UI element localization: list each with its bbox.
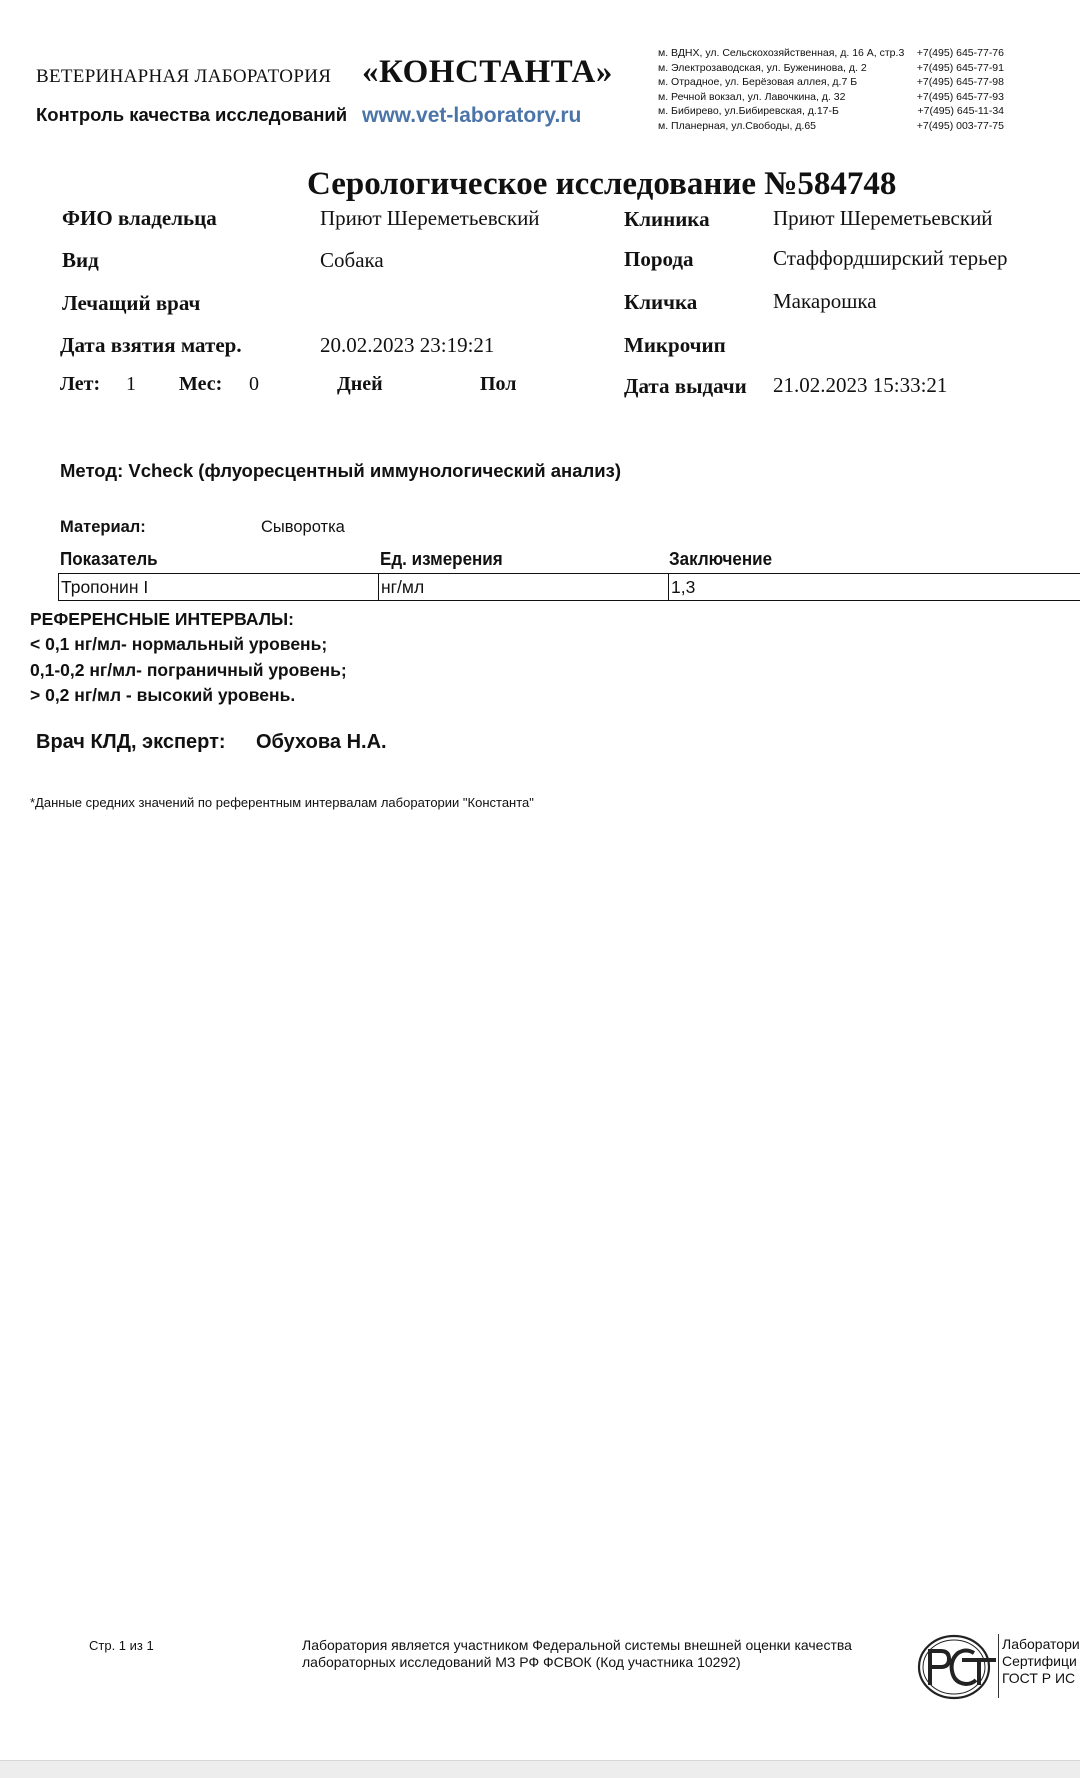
- table-header-indicator: Показатель: [60, 548, 158, 569]
- report-title: Серологическое исследование №584748: [307, 166, 897, 202]
- issue-date-value: 21.02.2023 15:33:21: [773, 373, 948, 397]
- address-row: [658, 90, 1004, 105]
- fsvok-note: [302, 1637, 852, 1671]
- microchip-label: Микрочип: [624, 333, 726, 357]
- doctor-label: Лечащий врач: [62, 291, 201, 315]
- material-value: Сыворотка: [261, 518, 345, 536]
- address-text: м. Отрадное, ул. Берёзовая аллея, д.7 Б: [658, 76, 858, 89]
- certification-line: Лаборатори: [1002, 1636, 1080, 1652]
- footnote: *Данные средних значений по референтным интервалам лаборатории "Константа": [30, 795, 534, 810]
- years-value: 1: [126, 373, 136, 395]
- sex-label: Пол: [480, 373, 517, 395]
- reference-title: РЕФЕРЕНСНЫЕ ИНТЕРВАЛЫ:: [30, 609, 294, 629]
- lab-tagline: Контроль качества исследований: [36, 104, 348, 125]
- table-cell-indicator: Тропонин I: [59, 574, 379, 600]
- rst-certification-logo-icon: [916, 1633, 998, 1701]
- fsvok-line: Лаборатория является участником Федеральной системы внешней оценки качества: [302, 1637, 852, 1653]
- method-line: Метод: Vcheck (флуоресцентный иммунологический анализ): [60, 460, 621, 481]
- nickname-value: Макарошка: [773, 289, 877, 313]
- nickname-label: Кличка: [624, 290, 698, 314]
- address-phone: +7(495) 645-77-98: [916, 76, 1004, 89]
- address-row: [658, 119, 1004, 134]
- months-value: 0: [249, 373, 259, 395]
- issue-date-label: Дата выдачи: [624, 374, 747, 398]
- certification-line: Сертифици: [1002, 1653, 1077, 1669]
- table-cell-conclusion: 1,3: [671, 577, 696, 597]
- footer-divider: [998, 1634, 999, 1698]
- reference-line: < 0,1 нг/мл- нормальный уровень;: [30, 634, 328, 654]
- signature-name: Обухова Н.А.: [256, 731, 387, 753]
- days-label: Дней: [337, 373, 383, 395]
- table-header-unit: Ед. измерения: [380, 548, 503, 569]
- address-row: [658, 75, 1004, 90]
- address-text: м. Планерная, ул.Свободы, д.65: [658, 119, 817, 132]
- certification-note: [1002, 1636, 1080, 1687]
- address-text: м. Электрозаводская, ул. Буженинова, д. 2: [658, 61, 867, 74]
- page-number: Стр. 1 из 1: [89, 1638, 154, 1653]
- address-phone: +7(495) 003-77-75: [916, 119, 1004, 132]
- address-text: м. Речной вокзал, ул. Лавочкина, д. 32: [658, 90, 846, 103]
- lab-brand: «КОНСТАНТА»: [362, 54, 613, 90]
- breed-value: Стаффордширский терьер: [773, 246, 1008, 270]
- fsvok-line: лабораторных исследований МЗ РФ ФСВОК (Код участника 10292): [302, 1654, 741, 1670]
- clinic-value: Приют Шереметьевский: [773, 206, 993, 230]
- material-label: Материал:: [60, 518, 146, 536]
- species-label: Вид: [62, 248, 99, 272]
- address-phone: +7(495) 645-77-93: [916, 90, 1004, 103]
- sample-date-value: 20.02.2023 23:19:21: [320, 333, 495, 357]
- table-cell-unit: нг/мл: [379, 574, 669, 600]
- address-row: [658, 104, 1004, 119]
- owner-label: ФИО владельца: [62, 206, 217, 230]
- address-row: [658, 61, 1004, 76]
- table-row: [58, 573, 1080, 601]
- address-phone: +7(495) 645-77-76: [916, 47, 1004, 59]
- clinic-label: Клиника: [624, 207, 710, 231]
- species-value: Собака: [320, 248, 384, 272]
- address-phone: +7(495) 645-77-91: [916, 61, 1004, 74]
- breed-label: Порода: [624, 247, 694, 271]
- years-label: Лет:: [60, 373, 101, 395]
- sample-date-label: Дата взятия матер.: [60, 333, 242, 357]
- address-list: [658, 46, 1004, 134]
- months-label: Мес:: [179, 373, 223, 395]
- reference-line: 0,1-0,2 нг/мл- пограничный уровень;: [30, 660, 347, 680]
- address-row: [658, 46, 1004, 61]
- owner-value: Приют Шереметьевский: [320, 206, 540, 230]
- lab-website-link[interactable]: www.vet-laboratory.ru: [362, 104, 582, 127]
- address-text: м. ВДНХ, ул. Сельскохозяйственная, д. 16 А, стр.3: [658, 47, 905, 59]
- signature-label: Врач КЛД, эксперт:: [36, 731, 226, 753]
- table-header-conclusion: Заключение: [669, 548, 773, 569]
- address-text: м. Бибирево, ул.Бибиревская, д.17-Б: [658, 105, 839, 118]
- reference-line: > 0,2 нг/мл - высокий уровень.: [30, 685, 296, 705]
- certification-line: ГОСТ Р ИС: [1002, 1670, 1076, 1686]
- address-phone: +7(495) 645-11-34: [917, 105, 1004, 118]
- lab-name: ВЕТЕРИНАРНАЯ ЛАБОРАТОРИЯ: [36, 66, 332, 87]
- viewer-bottom-bar: [0, 1760, 1080, 1778]
